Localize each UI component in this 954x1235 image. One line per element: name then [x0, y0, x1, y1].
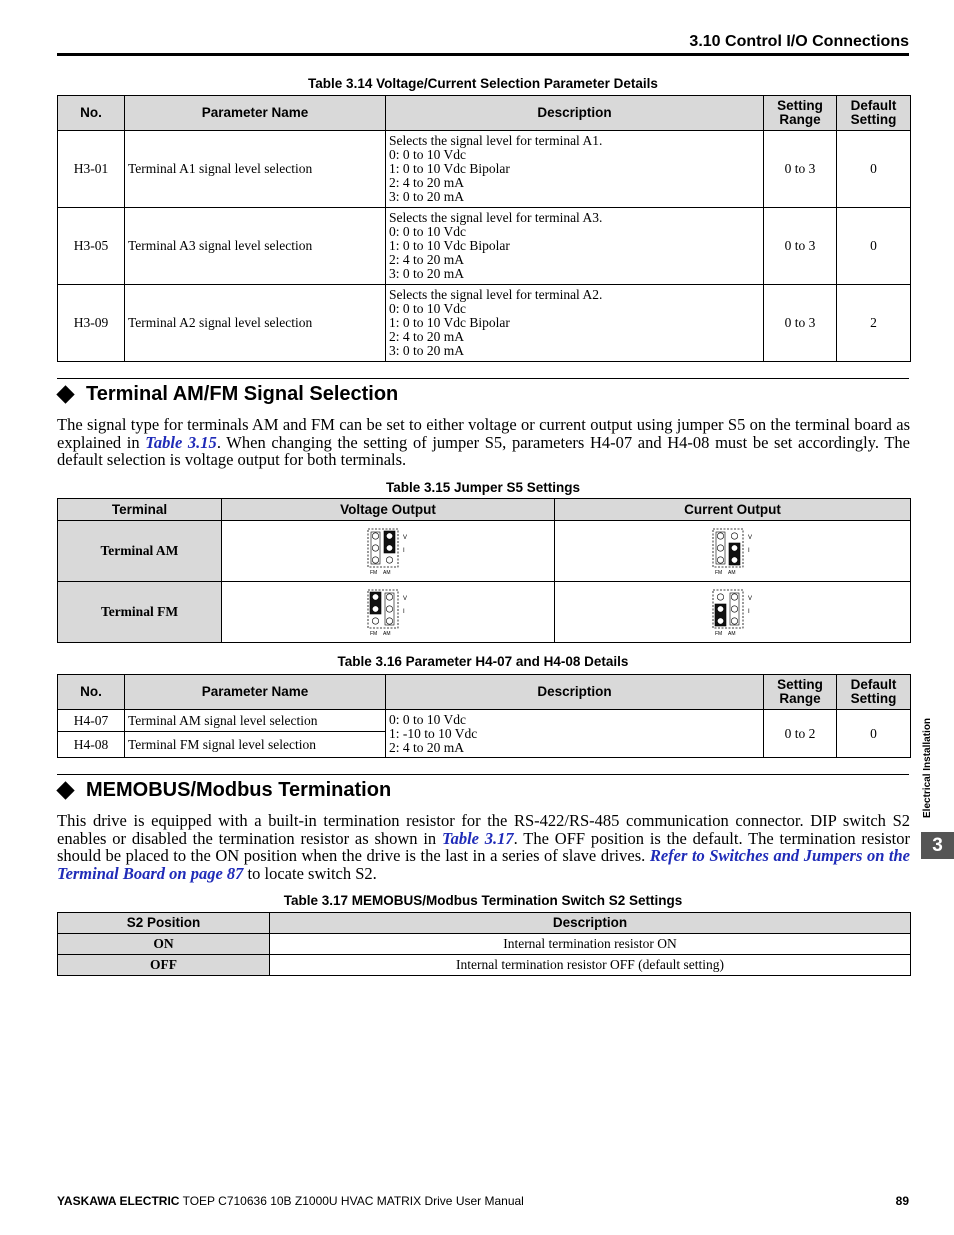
paragraph-text: This drive is equipped with a built-in termination resistor for the RS-422/RS-485 communication connector. DIP switch S2 enables or disabled the termination resistor as shown in — [57, 811, 910, 848]
link-table-3-15[interactable]: Table 3.15 — [145, 432, 217, 452]
link-switches-and-jumpers[interactable]: Refer to Switches and Jumpers on the Terminal Board on page 87 — [57, 846, 911, 883]
description-line: 3: 0 to 20 mA — [389, 266, 465, 281]
section-rule — [57, 774, 909, 775]
table-3-16-caption: Table 3.16 Parameter H4-07 and H4-08 Details — [337, 654, 629, 669]
terminal-label: Terminal AM — [58, 521, 222, 582]
jumper-label-i: I — [403, 548, 405, 554]
col-header-s2-position: S2 Position — [58, 913, 270, 934]
diamond-bullet-icon — [56, 385, 74, 403]
table-3-16 — [57, 674, 911, 758]
jumper-am-current-cell — [555, 521, 911, 582]
table-row — [58, 955, 911, 976]
s2-position: OFF — [58, 955, 270, 976]
param-name: Terminal FM signal level selection — [125, 732, 386, 758]
col-header-no: No. — [58, 96, 125, 131]
footer-doc-title: TOEP C710636 10B Z1000U HVAC MATRIX Drive User Manual — [182, 1194, 524, 1208]
param-no: H4-07 — [58, 710, 125, 732]
jumper-fm-current-cell — [555, 582, 911, 643]
jumper-label-i: I — [747, 609, 750, 615]
jumper-label-am: AM — [383, 631, 391, 637]
param-name: Terminal A3 signal level selection — [125, 208, 386, 285]
description-line: 0: 0 to 10 Vdc — [389, 224, 466, 239]
description-line: 2: 4 to 20 mA — [389, 252, 465, 267]
jumper-label-am: AM — [727, 570, 735, 576]
description-line: 2: 4 to 20 mA — [389, 329, 465, 344]
col-header-no: No. — [58, 675, 125, 710]
jumper-s5-am-voltage-diagram — [367, 526, 409, 576]
chapter-tab: 3 — [921, 832, 954, 859]
description-line: 0: 0 to 10 Vdc — [389, 147, 466, 162]
col-header-current-output: Current Output — [555, 499, 911, 521]
table-row — [58, 521, 911, 582]
jumper-label-fm: FM — [714, 570, 722, 576]
jumper-label-fm: FM — [370, 631, 378, 637]
section-title: MEMOBUS/Modbus Termination — [86, 779, 392, 801]
paragraph-memobus — [57, 812, 910, 882]
paragraph-text: . The OFF position is the default. The termination resistor should be placed to the ON position when the drive is the last in a series of slave drives. — [57, 828, 911, 865]
param-description — [386, 285, 764, 362]
col-header-setting-range: Setting Range — [764, 96, 837, 131]
param-no: H3-05 — [58, 208, 125, 285]
jumper-label-am: AM — [383, 570, 391, 576]
jumper-am-voltage-cell — [222, 521, 555, 582]
jumper-s5-fm-current-diagram — [712, 587, 754, 637]
table-row — [58, 934, 911, 955]
description-line: 0: 0 to 10 Vdc — [389, 711, 466, 727]
description-line: Selects the signal level for terminal A1. — [389, 133, 603, 148]
setting-range: 0 to 3 — [764, 131, 837, 208]
jumper-s5-am-current-diagram — [712, 526, 754, 576]
jumper-label-fm: FM — [714, 631, 722, 637]
jumper-label-i: I — [403, 609, 405, 615]
table-3-17 — [57, 912, 911, 976]
jumper-s5-fm-voltage-diagram — [367, 587, 409, 637]
table-row — [58, 710, 911, 732]
s2-description: Internal termination resistor ON — [270, 934, 911, 955]
setting-range: 0 to 2 — [764, 710, 837, 758]
param-name: Terminal A1 signal level selection — [125, 131, 386, 208]
col-header-default-setting: Default Setting — [837, 675, 911, 710]
jumper-label-v: V — [403, 535, 408, 541]
description-line: 3: 0 to 20 mA — [389, 343, 465, 358]
diamond-bullet-icon — [56, 781, 74, 799]
section-rule — [57, 378, 909, 379]
page-number: 89 — [895, 1194, 909, 1208]
terminal-label: Terminal FM — [58, 582, 222, 643]
setting-range: 0 to 3 — [764, 285, 837, 362]
col-header-default-setting: Default Setting — [837, 96, 911, 131]
header-rule — [57, 53, 909, 56]
description-line: 1: 0 to 10 Vdc Bipolar — [389, 161, 510, 176]
col-header-description: Description — [270, 913, 911, 934]
description-line: 1: 0 to 10 Vdc Bipolar — [389, 238, 510, 253]
paragraph-am-fm — [57, 416, 910, 469]
jumper-label-v: V — [403, 596, 408, 602]
col-header-parameter-name: Parameter Name — [125, 96, 386, 131]
table-3-14-caption: Table 3.14 Voltage/Current Selection Parameter Details — [308, 76, 658, 91]
description-line: Selects the signal level for terminal A3. — [389, 210, 603, 225]
jumper-label-am: AM — [727, 631, 735, 637]
param-description — [386, 208, 764, 285]
param-no: H3-01 — [58, 131, 125, 208]
table-3-15 — [57, 498, 911, 643]
description-line: 2: 4 to 20 mA — [389, 739, 465, 755]
jumper-label-v: V — [747, 535, 752, 541]
table-3-15-caption: Table 3.15 Jumper S5 Settings — [385, 480, 581, 495]
jumper-fm-voltage-cell — [222, 582, 555, 643]
side-label-text: Electrical Installation — [922, 717, 933, 818]
setting-range: 0 to 3 — [764, 208, 837, 285]
default-setting: 2 — [837, 285, 911, 362]
table-3-17-caption: Table 3.17 MEMOBUS/Modbus Termination Switch S2 Settings — [283, 893, 683, 908]
description-line: 3: 0 to 20 mA — [389, 189, 465, 204]
table-3-14 — [57, 95, 911, 362]
footer-left — [57, 1194, 524, 1208]
s2-position: ON — [58, 934, 270, 955]
table-row — [58, 582, 911, 643]
param-description — [386, 131, 764, 208]
description-line: 2: 4 to 20 mA — [389, 175, 465, 190]
param-no: H3-09 — [58, 285, 125, 362]
param-name: Terminal AM signal level selection — [125, 710, 386, 732]
col-header-description: Description — [386, 675, 764, 710]
col-header-terminal: Terminal — [58, 499, 222, 521]
section-title: Terminal AM/FM Signal Selection — [86, 383, 399, 405]
col-header-description: Description — [386, 96, 764, 131]
footer-company: YASKAWA ELECTRIC — [57, 1194, 180, 1208]
param-no: H4-08 — [58, 732, 125, 758]
description-line: 0: 0 to 10 Vdc — [389, 301, 466, 316]
paragraph-text: to locate switch S2. — [243, 863, 377, 883]
jumper-label-v: V — [747, 596, 752, 602]
default-setting: 0 — [837, 710, 911, 758]
section-header: 3.10 Control I/O Connections — [689, 33, 909, 50]
param-description — [386, 710, 764, 758]
col-header-parameter-name: Parameter Name — [125, 675, 386, 710]
param-name: Terminal A2 signal level selection — [125, 285, 386, 362]
table-row — [58, 208, 911, 285]
paragraph-text: The signal type for terminals AM and FM can be set to either voltage or current output using jumper S5 on the terminal board as explained in — [57, 415, 910, 452]
table-row — [58, 131, 911, 208]
default-setting: 0 — [837, 131, 911, 208]
section-heading-memobus — [57, 779, 391, 802]
s2-description: Internal termination resistor OFF (default setting) — [270, 955, 911, 976]
col-header-setting-range: Setting Range — [764, 675, 837, 710]
description-line: 1: 0 to 10 Vdc Bipolar — [389, 315, 510, 330]
description-line: Selects the signal level for terminal A2. — [389, 287, 603, 302]
section-heading-am-fm — [57, 383, 398, 406]
description-line: 1: -10 to 10 Vdc — [389, 725, 478, 741]
table-row — [58, 285, 911, 362]
jumper-label-fm: FM — [370, 570, 378, 576]
link-table-3-17[interactable]: Table 3.17 — [442, 828, 514, 848]
paragraph-text: . When changing the setting of jumper S5, parameters H4-07 and H4-08 must be set accordingly. The default selection is voltage output for both terminals. — [57, 432, 910, 469]
jumper-label-i: I — [747, 548, 750, 554]
col-header-voltage-output: Voltage Output — [222, 499, 555, 521]
default-setting: 0 — [837, 208, 911, 285]
